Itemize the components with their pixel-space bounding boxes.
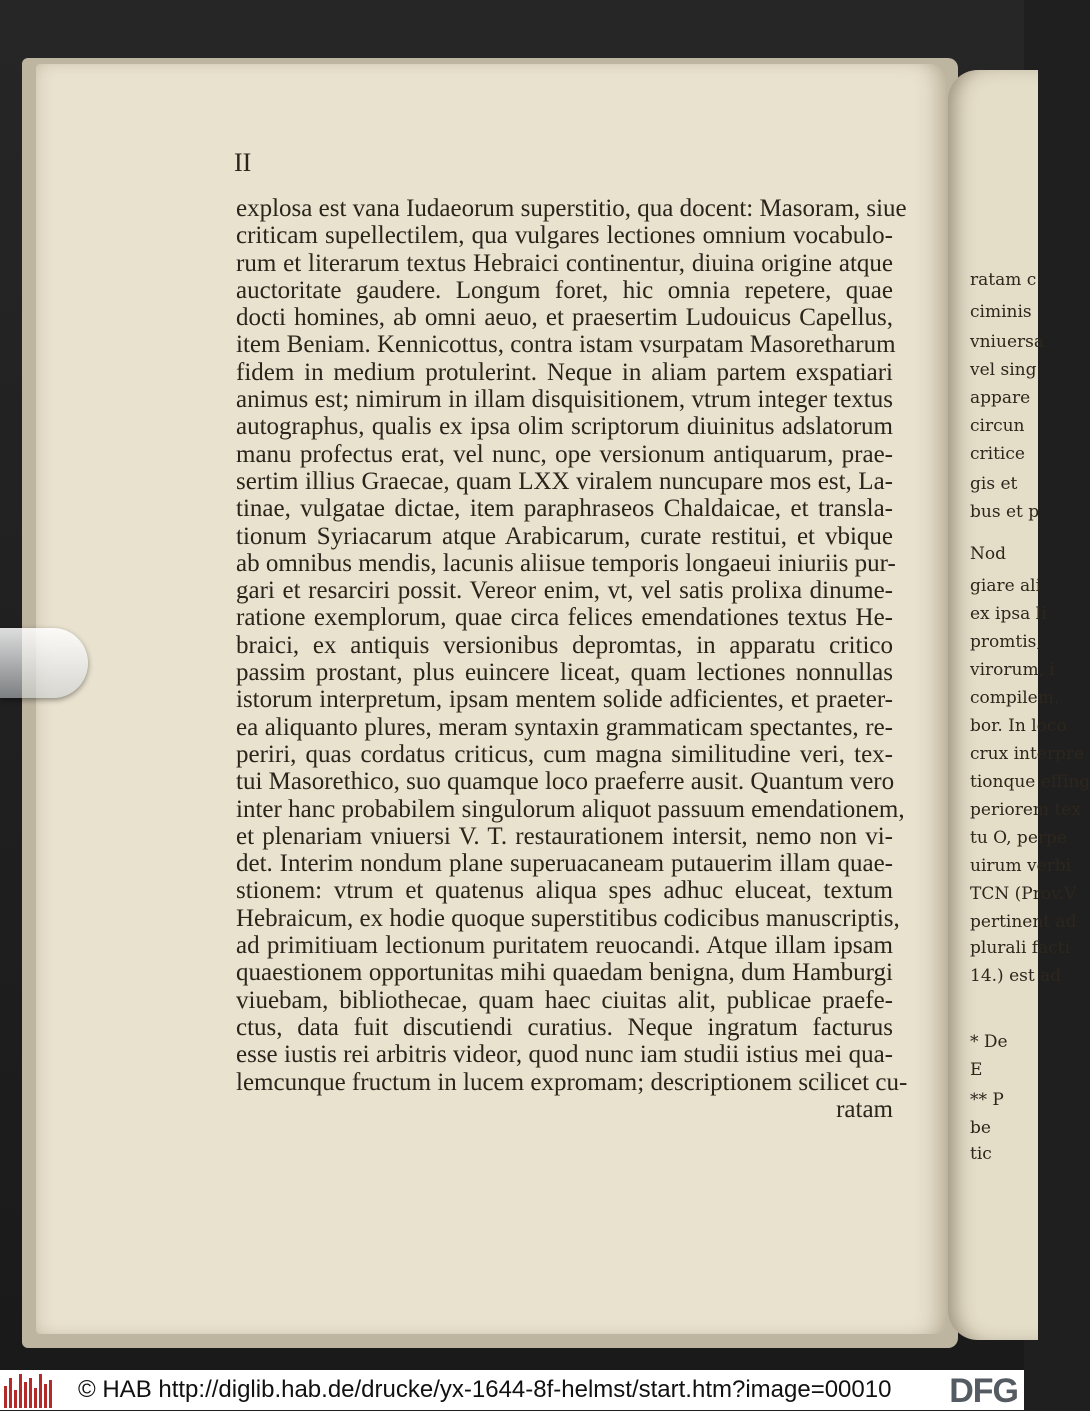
dfg-logo: DFG xyxy=(949,1372,1018,1410)
footer-bar xyxy=(0,1370,1024,1410)
facing-page-line: tic xyxy=(970,1144,992,1164)
catchword: ratam xyxy=(836,1095,893,1123)
facing-page-line: ciminis xyxy=(970,302,1032,322)
text-line: ea aliquanto plures, meram syntaxin grammaticam spectantes, re- xyxy=(236,713,893,741)
facing-page-line: vel sing xyxy=(970,360,1037,380)
facing-page-line: crux interpre xyxy=(970,744,1085,764)
facing-page-line: circun xyxy=(970,416,1025,436)
page-number: II xyxy=(234,148,252,177)
facing-page-line: Nod xyxy=(970,544,1006,564)
text-line: quaestionem opportunitas mihi quaedam benigna, dum Hamburgi xyxy=(236,959,893,987)
hab-logo-icon xyxy=(4,1372,52,1408)
text-line: autographus, qualis ex ipsa olim scriptorum diuinitus adslatorum xyxy=(236,413,893,441)
facing-page-line: promtis, xyxy=(970,632,1042,652)
facing-page-line: bus et p xyxy=(970,502,1040,522)
facing-page-line: tionque effing xyxy=(970,772,1090,792)
text-line: tui Masorethico, suo quamque loco praeferre ausit. Quantum vero xyxy=(236,768,895,796)
text-line: animus est; nimirum in illam disquisitionem, vtrum integer textus xyxy=(236,386,893,414)
facing-page-line: virorum, i xyxy=(970,660,1055,680)
facing-page-line: tu O, perpe xyxy=(970,828,1067,848)
text-line: tionum Syriacarum atque Arabicarum, curate restitui, et vbique xyxy=(236,522,893,550)
text-line: rum et literarum textus Hebraici continentur, diuina origine atque xyxy=(236,249,893,277)
text-line: passim prostant, plus euincere liceat, quam lectiones nonnullas xyxy=(236,659,893,687)
text-line: ratione exemplorum, quae circa felices emendationes textus He- xyxy=(236,604,893,632)
text-line: stionem: vtrum et quatenus aliqua spes adhuc eluceat, textum xyxy=(236,877,893,905)
text-line: sertim illius Graecae, quam LXX viralem nuncupare mos est, La- xyxy=(236,467,893,495)
text-line: periri, quas cordatus criticus, cum magna similitudine veri, tex- xyxy=(236,740,893,768)
text-line: inter hanc probabilem singulorum aliquot passuum emendationem, xyxy=(236,795,905,823)
facing-page-line: 14.) est ad xyxy=(970,966,1062,986)
text-line: lemcunque fructum in lucem expromam; descriptionem scilicet cu- xyxy=(236,1068,908,1096)
facing-page-line: bor. In loco xyxy=(970,716,1067,736)
facing-page-line: compilem, xyxy=(970,688,1060,708)
text-line: det. Interim nondum plane superuacaneam putauerim illam quae- xyxy=(236,850,893,878)
text-line: viuebam, bibliothecae, quam haec ciuitas alit, publicae praefe- xyxy=(236,986,893,1014)
text-line: ctus, data fuit discutiendi curatius. Neque ingratum facturus xyxy=(236,1013,893,1041)
facing-page-line: ** P xyxy=(970,1090,1004,1110)
facing-page-line: E xyxy=(970,1060,983,1080)
facing-page-line: periorem tex xyxy=(970,800,1081,820)
text-line: fidem in medium protulerint. Neque in aliam partem exspatiari xyxy=(236,358,893,386)
facing-page-line: TCN (Prov.V xyxy=(970,884,1077,904)
facing-page-line: uirum verbi xyxy=(970,856,1072,876)
text-line: esse iustis rei arbitris videor, quod nunc iam studii istius mei qua- xyxy=(236,1041,893,1069)
facing-page-line: ratam c xyxy=(970,270,1037,290)
facing-page-line: pertinent ad xyxy=(970,912,1077,932)
facing-page-line: giare ali xyxy=(970,576,1042,596)
facing-page-line: be xyxy=(970,1118,991,1138)
text-line: braici, ex antiquis versionibus depromtas, in apparatu critico xyxy=(236,631,893,659)
facing-page-line: * De xyxy=(970,1032,1008,1052)
text-line: explosa est vana Iudaeorum superstitio, qua docent: Masoram, siue xyxy=(236,195,907,222)
text-line: auctoritate gaudere. Longum foret, hic omnia repetere, quae xyxy=(236,276,893,304)
facing-page-line: critice xyxy=(970,444,1025,464)
text-line: docti homines, ab omni aeuo, et praesertim Ludouicus Capellus, xyxy=(236,304,893,332)
facing-page xyxy=(948,70,1090,1340)
text-line: manu profectus erat, vel nunc, ope versionum antiquarum, prae- xyxy=(236,440,893,468)
text-line: Hebraicum, ex hodie quoque superstitibus codicibus manuscriptis, xyxy=(236,904,900,932)
text-line: criticam supellectilem, qua vulgares lectiones omnium vocabulo- xyxy=(236,222,893,250)
facing-page-line: appare xyxy=(970,388,1031,408)
text-line: ab omnibus mendis, lacunis aliisue temporis longaeui iniuriis pur- xyxy=(236,549,896,577)
text-line: tinae, vulgatae dictae, item paraphraseos Chaldaicae, et transla- xyxy=(236,495,893,523)
text-line: ad primitiuam lectionum puritatem reuocandi. Atque illam ipsam xyxy=(236,932,893,960)
facing-page-line: vniuersa xyxy=(970,332,1044,352)
text-line: gari et resarciri possit. Vereor enim, vt, vel satis prolixa dinume- xyxy=(236,577,893,605)
body-text xyxy=(236,195,908,1123)
facing-page-line: gis et xyxy=(970,474,1018,494)
facing-page-line: plurali facti xyxy=(970,938,1071,958)
copyright-link[interactable]: © HAB http://diglib.hab.de/drucke/yx-1644-8f-helmst/start.htm?image=00010 xyxy=(78,1376,892,1403)
page-clip xyxy=(0,628,88,698)
text-line: item Beniam. Kennicottus, contra istam vsurpatam Masoretharum xyxy=(236,331,896,359)
text-line: istorum interpretum, ipsam mentem solide adficientes, et praeter- xyxy=(236,686,893,714)
facing-page-line: ex ipsa li xyxy=(970,604,1047,624)
text-line: et plenariam vniuersi V. T. restaurationem intersit, nemo non vi- xyxy=(236,822,893,850)
